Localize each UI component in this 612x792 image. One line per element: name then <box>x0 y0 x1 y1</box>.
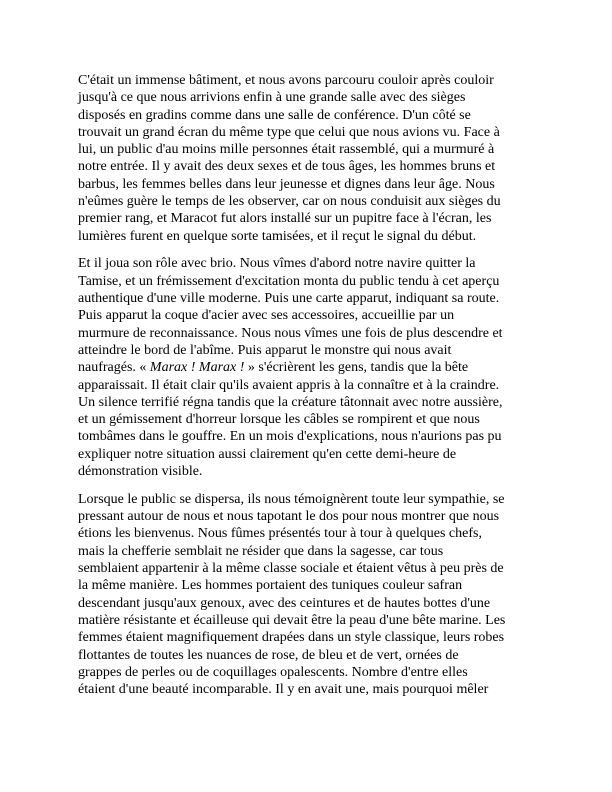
paragraph-2 <box>78 255 538 480</box>
paragraph-3 <box>78 491 538 699</box>
text-line: notre entrée. Il y avait des deux sexes et de tous âges, les hommes bruns et <box>78 159 496 175</box>
text-line: jusqu'à ce que nous arrivions enfin à une grande salle avec des sièges <box>78 90 466 106</box>
text-line: naufragés. « Marax ! Marax ! » s'écrièrent les gens, tandis que la bête <box>78 360 469 376</box>
text-line: Puis apparut la coque d'acier avec ses accessoires, accueillie par un <box>78 308 455 324</box>
text-line: Un silence terrifié régna tandis que la créature tâtonnait avec notre aussière, <box>78 394 503 410</box>
text-line: et un gémissement d'horreur lorsque les câbles se rompirent et que nous <box>78 412 480 428</box>
text-line: grappes de perles ou de coquillages opalescents. Nombre d'entre elles <box>78 664 468 680</box>
text-line: tombâmes dans le gouffre. En un mois d'explications, nous n'aurions pas pu <box>78 429 502 445</box>
text-line: murmure de reconnaissance. Nous nous vîmes une fois de plus descendre et <box>78 325 503 341</box>
text-line: barbus, les femmes belles dans leur jeunesse et dignes dans leur âge. Nous <box>78 176 495 192</box>
text-line: atteindre le bord de l'abîme. Puis apparut le monstre qui nous avait <box>78 342 452 358</box>
text-line: flottantes de toutes les nuances de rose, de bleu et de vert, ornées de <box>78 647 459 663</box>
paragraph-1 <box>78 72 538 245</box>
text-line: descendant jusqu'aux genoux, avec des ceintures et de hautes bottes d'une <box>78 595 491 611</box>
text-line: apparaissait. Il était clair qu'ils avaient appris à la connaître et à la craindre. <box>78 377 500 393</box>
text-line: premier rang, et Maracot fut alors installé sur un pupitre face à l'écran, les <box>78 211 492 227</box>
text-line: mais la chefferie semblait ne résider que dans la sagesse, car tous <box>78 543 444 559</box>
text-line: disposés en gradins comme dans une salle de conférence. D'un côté se <box>78 107 471 123</box>
text-line: semblaient appartenir à la même classe sociale et étaient vêtus à peu près de <box>78 561 504 577</box>
text-line: n'eûmes guère le temps de les observer, car on nous conduisit aux sièges du <box>78 194 501 210</box>
text-line: étions les bienvenus. Nous fûmes présentés tour à tour à quelques chefs, <box>78 526 482 542</box>
text-line: expliquer notre situation aussi clairement qu'en cette demi-heure de <box>78 446 457 462</box>
text-line: femmes étaient magnifiquement drapées dans un style classique, leurs robes <box>78 630 505 646</box>
text-line: trouvait un grand écran du même type que celui que nous avions vu. Face à <box>78 124 500 140</box>
text-line: démonstration visible. <box>78 464 203 480</box>
text-line: pressant autour de nous et nous tapotant le dos pour nous montrer que nous <box>78 509 500 525</box>
text-line: Tamise, et un frémissement d'excitation monta du public tendu à cet aperçu <box>78 273 500 289</box>
text-line: étaient d'une beauté incomparable. Il y en avait une, mais pourquoi mêler <box>78 682 489 698</box>
text-line: la même manière. Les hommes portaient des tuniques couleur safran <box>78 578 463 594</box>
text-line: Et il joua son rôle avec brio. Nous vîmes d'abord notre navire quitter la <box>78 256 476 272</box>
text-line: C'était un immense bâtiment, et nous avons parcouru couloir après couloir <box>78 73 494 88</box>
text-line: lui, un public d'au moins mille personnes était rassemblé, qui a murmuré à <box>78 142 495 158</box>
italic-exclamation: Marax ! Marax ! <box>149 360 245 376</box>
text-line: lumières furent en quelque sorte tamisées, et il reçut le signal du début. <box>78 228 477 244</box>
text-line: Lorsque le public se dispersa, ils nous témoignèrent toute leur sympathie, se <box>78 491 505 507</box>
text-line: matière résistante et écailleuse qui devait être la peau d'une bête marine. Les <box>78 612 506 628</box>
body-text <box>78 72 538 709</box>
text-line: authentique d'une ville moderne. Puis une carte apparut, indiquant sa route. <box>78 291 500 307</box>
